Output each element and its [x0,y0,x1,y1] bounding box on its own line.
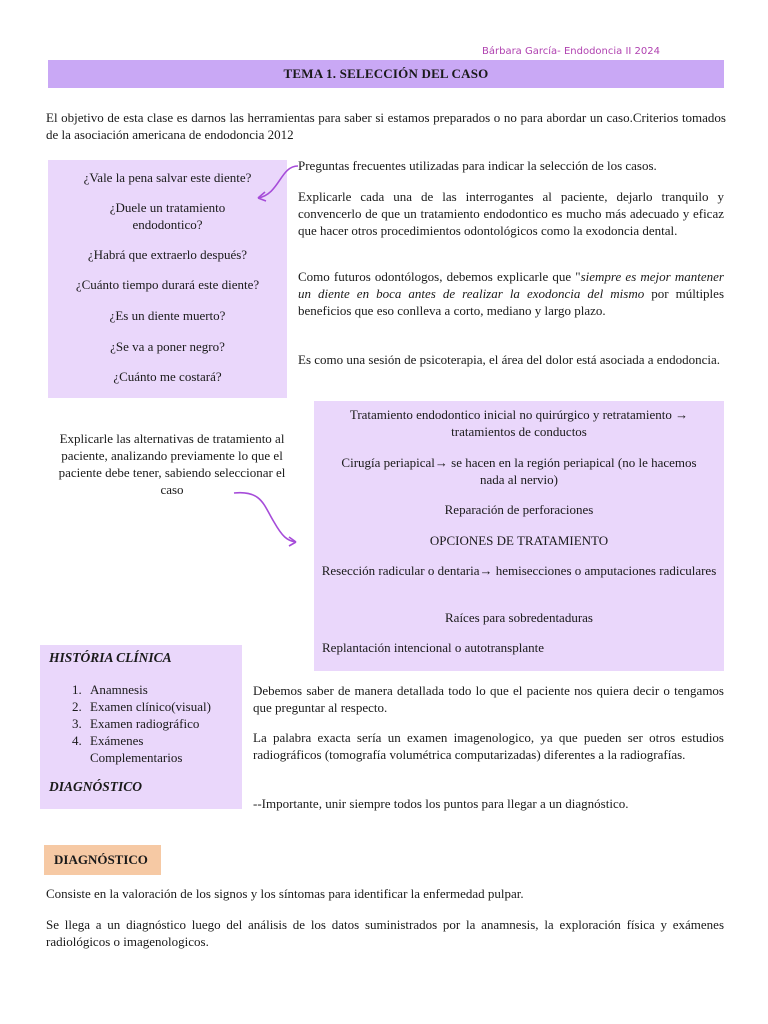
question-item: ¿Se va a poner negro? [110,339,225,354]
paragraph-explain-patient: Explicarle cada una de las interrogantes al paciente, dejarlo tranquilo y convencerlo de que un tratamiento endodontico es mucho más adecuado y eficaz que hacer otros procedimientos odontológicos como la exodoncia dental. [298,189,724,238]
diagnosis-tag: DIAGNÓSTICO [44,845,161,875]
list-item [50,681,240,698]
curved-arrow-icon [232,488,307,553]
paragraph-future-dentists [298,268,724,319]
paragraph-anamnesis: Debemos saber de manera detallada todo lo que el paciente nos quiera decir o tengamos que preguntar al respecto. [253,683,724,715]
question-item: ¿Vale la pena salvar este diente? [83,170,252,185]
page-title: TEMA 1. SELECCIÓN DEL CASO [48,60,724,88]
paragraph-diagnosis-process: Se llega a un diagnóstico luego del análisis de los datos suministrados por la anamnesis, la exploración física y exámenes radiológicos o imagenologicos. [46,917,724,949]
list-number: 3. [72,716,82,731]
question-item: ¿Cuánto tiempo durará este diente? [75,277,260,292]
author-note: Bárbara García- Endodoncia II 2024 [482,46,660,57]
paragraph-imaging: La palabra exacta sería un examen imagenologico, ya que pueden ser otros estudios radiográficos (tomografía volumétrica computarizadas) diferentes a la radiografías. [253,730,724,762]
question-item: ¿Cuánto me costará? [113,369,222,384]
question-item: ¿Habrá que extraerlo después? [87,247,248,262]
list-item [50,715,240,732]
list-label: Exámenes Complementarios [90,733,183,765]
paragraph-psychotherapy: Es como una sesión de psicoterapia, el área del dolor está asociada a endodoncia. [298,352,720,367]
treatment-option: Cirugía periapical→ se hacen en la región periapical (no le hacemos nada al nervio) [341,455,697,487]
clinical-history-box [40,645,242,809]
paragraph-important: --Importante, unir siempre todos los puntos para llegar a un diagnóstico. [253,796,629,811]
question-item: ¿Duele un tratamiento endodontico? [109,200,226,232]
treatment-option: Replantación intencional o autotransplante [322,640,545,655]
question-item: ¿Es un diente muerto? [109,308,226,323]
treatment-options-box [314,401,724,671]
clinical-history-list [50,681,240,766]
list-item [50,732,240,766]
paragraph-frequent-questions: Preguntas frecuentes utilizadas para indicar la selección de los casos. [298,158,657,173]
treatment-option: Resección radicular o dentaria→ hemisecciones o amputaciones radiculares [321,563,717,578]
explain-alternatives-text: Explicarle las alternativas de tratamiento al paciente, analizando previamente lo que el paciente debe tener, sabiendo seleccionar el caso [58,431,286,497]
list-label: Examen radiográfico [90,716,200,731]
list-item [50,698,240,715]
list-number: 4. [72,733,82,748]
diagnosis-subheading: DIAGNÓSTICO [49,779,143,794]
list-label: Examen clínico(visual) [90,699,211,714]
list-label: Anamnesis [90,682,148,697]
treatment-option: Raíces para sobredentaduras [445,610,593,625]
clinical-history-heading: HISTÓRIA CLÍNICA [49,650,172,665]
treatment-option: Tratamiento endodontico inicial no quirúrgico y retratamiento → tratamientos de conductos [349,407,689,439]
list-number: 1. [72,682,82,697]
paragraph-text: por múltiples beneficios que eso conlleva a corto, mediano y largo plazo. [298,286,725,318]
treatment-options-heading: OPCIONES DE TRATAMIENTO [429,533,609,548]
treatment-option: Reparación de perforaciones [444,502,594,517]
intro-paragraph: El objetivo de esta clase es darnos las herramientas para saber si estamos preparados o no para abordar un caso.Criterios tomados de la asociación americana de endodoncia 2012 [46,110,726,142]
paragraph-diagnosis-definition: Consiste en la valoración de los signos y los síntomas para identificar la enfermedad pulpar. [46,886,524,901]
paragraph-text: Como futuros odontólogos, debemos explicarle que " [298,269,581,284]
italic-quote: siempre es mejor mantener un diente en boca antes de realizar la exodoncia del mismo [298,269,724,301]
list-number: 2. [72,699,82,714]
